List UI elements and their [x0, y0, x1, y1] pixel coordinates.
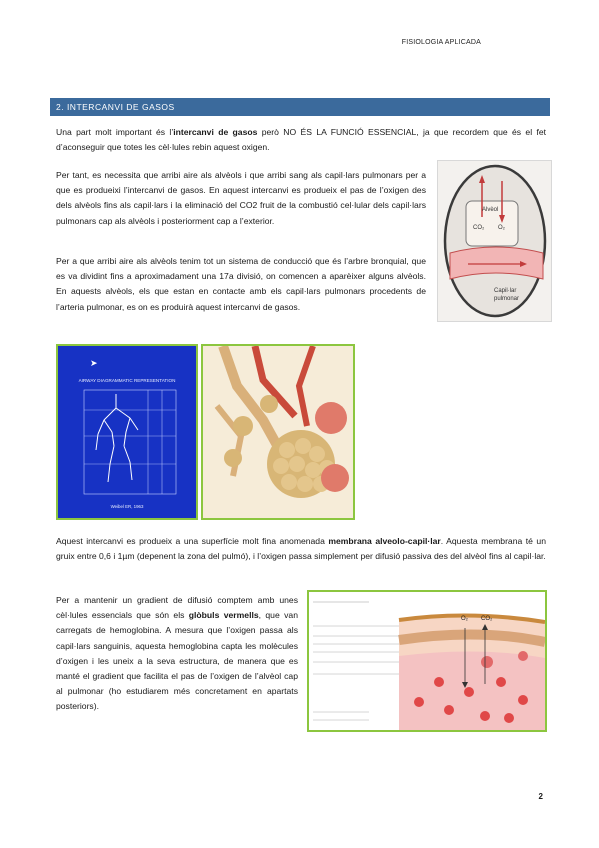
paragraph-red-cells-text-c: , que van carregats de hemoglobina. A mesura que l’oxigen passa als capil·lars sanguinis, aquesta hemoglobina capta les molècules d’oxigen i les uneix a la seva estructura, de manera que es manté el gradient que facilita el pas de l’oxigen de l’alvèol cap al pulmonar (ho estudiarem més concretament en apartats posteriors).: [56, 610, 298, 712]
paragraph-intro: [56, 125, 546, 155]
section-heading: 2. INTERCANVI DE GASOS: [50, 98, 550, 116]
membrane-cross-section-illustration: [309, 592, 545, 730]
o2-label: O₂: [498, 225, 505, 231]
capillary-label-line2: pulmonar: [494, 296, 520, 302]
emphasis-red-cells: glòbuls vermells: [188, 610, 259, 621]
airway-diagram-title: AIRWAY DIAGRAMMATIC REPRESENTATION: [78, 378, 176, 383]
membrane-co2-label: CO₂: [481, 616, 493, 622]
paragraph-intro-text-c: però NO ÉS LA FUNCIÓ ESSENCIAL, ja que recordem que és el fet d’aconseguir que totes les cèl·lules rebin aquest oxigen.: [56, 127, 546, 153]
airway-tree-illustration: [58, 346, 196, 518]
capillary-label-line1: Capil·lar: [494, 288, 517, 294]
paragraph-red-cells-text-a: Per a mantenir un gradient de difusió comptem amb unes cèl·lules essencials que són els: [56, 595, 298, 621]
alveoli-cluster-figure: [201, 344, 355, 520]
alveoli-cluster-illustration: [203, 346, 353, 518]
airway-diagram-footer: Weibel ER, 1963: [110, 504, 144, 509]
membrane-o2-label: O₂: [461, 616, 468, 622]
paragraph-red-cells: [56, 593, 298, 715]
paragraph-membrane: [56, 534, 546, 564]
alveolus-label: Alvèol: [482, 207, 499, 213]
alveolus-capillary-illustration: [438, 161, 551, 321]
airway-diagram-figure: [56, 344, 198, 520]
alveolo-capillary-membrane-figure: [307, 590, 547, 732]
co2-label: CO₂: [473, 225, 485, 231]
paragraph-bronchial-tree: Per a que arribi aire als alvèols tenim tot un sistema de conducció que és l’arbre bronquial, que es va dividint fins a aproximadament una 17a divisió, on comencen a aparèixer alguns alvèols. En aquests alvèols, els que estan en contacte amb els capil·lars pulmonars procedents de l’arteria pulmonar, es on es produirà aquest intercanvi de gasos.: [56, 256, 426, 312]
alveolus-capillary-figure: [437, 160, 552, 322]
emphasis-gas-exchange: intercanvi de gasos: [173, 127, 258, 137]
paragraph-membrane-text-a: Aquest intercanvi es produeix a una superfície molt fina anomenada: [56, 536, 329, 546]
cursor-icon: ➤: [90, 358, 98, 368]
emphasis-membrane: membrana alveolo-capil·lar: [328, 536, 441, 546]
paragraph-exchange: Per tant, es necessita que arribi aire als alvèols i que arribi sang als capil·lars pulmonars per a que es produeixi l’intercanvi de gasos. En aquest intercanvi es produeix el pas de l’oxigen des dels alvèols fins als capil·lars i la eliminació del CO2 fruit de la combustió cel·lular dels capil·lars pulmonars cap als alvèols i posteriorment cap a l’exterior.: [56, 170, 426, 226]
paragraph-intro-text-a: Una part molt important és l’: [56, 127, 174, 137]
running-header: FISIOLOGIA APLICADA: [401, 39, 481, 46]
page-number: 2: [538, 792, 543, 801]
paragraph-membrane-text-c: . Aquesta membrana té un gruix entre 0,6 i 1µm (depenent la zona del pulmó), i l’oxigen passa simplement per difusió passiva des del alvèol fins al capil·lar.: [56, 536, 546, 562]
